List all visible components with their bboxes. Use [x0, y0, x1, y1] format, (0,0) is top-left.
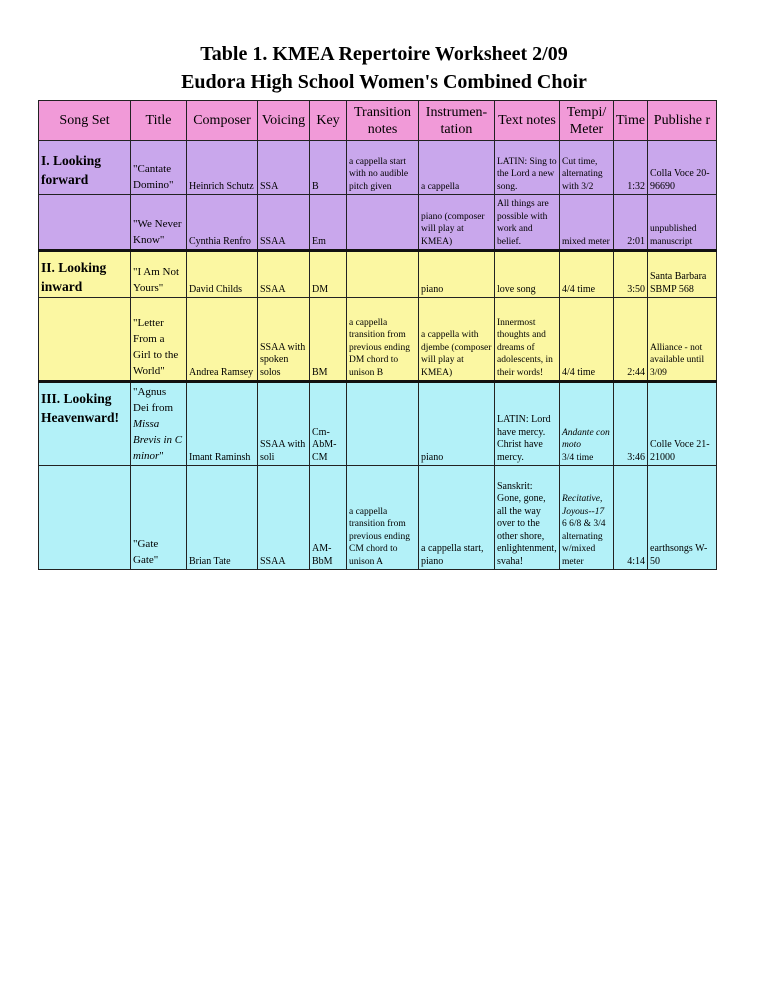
song-key: DM — [310, 251, 347, 298]
song-instrumentation: piano — [419, 382, 495, 466]
song-voicing: SSA — [258, 141, 310, 195]
songset-label: I. Looking forward — [39, 141, 131, 195]
song-publisher: earthsongs W-50 — [648, 466, 717, 570]
song-tempi: 4/4 time — [560, 251, 614, 298]
song-title: "Cantate Domino" — [131, 141, 187, 195]
table-row — [39, 141, 717, 195]
song-tempi-italic: Andante con moto — [562, 427, 610, 450]
song-time: 3:46 — [614, 382, 648, 466]
song-composer: Cynthia Renfro — [187, 195, 258, 251]
song-title — [131, 382, 187, 466]
song-key: Em — [310, 195, 347, 251]
song-key: Cm-AbM-CM — [310, 382, 347, 466]
song-instrumentation: a cappella start, piano — [419, 466, 495, 570]
song-composer: Heinrich Schutz — [187, 141, 258, 195]
song-text-notes: LATIN: Sing to the Lord a new song. — [495, 141, 560, 195]
song-text-notes: Sanskrit: Gone, gone, all the way over to the other shore, enlightenment, svaha! — [495, 466, 560, 570]
song-key: BM — [310, 298, 347, 382]
song-text-notes: love song — [495, 251, 560, 298]
song-voicing: SSAA with soli — [258, 382, 310, 466]
song-text-notes: LATIN: Lord have mercy. Christ have mercy. — [495, 382, 560, 466]
table-row — [39, 298, 717, 382]
song-title: "I Am Not Yours" — [131, 251, 187, 298]
song-transition: a cappella transition from previous ending CM chord to unison A — [347, 466, 419, 570]
table-row — [39, 251, 717, 298]
document-subtitle: Eudora High School Women's Combined Choir — [181, 71, 587, 93]
song-time: 3:50 — [614, 251, 648, 298]
songset-label: III. Looking Heavenward! — [39, 382, 131, 466]
song-text-notes: Innermost thoughts and dreams of adolescents, in their words! — [495, 298, 560, 382]
header-time: Time — [614, 101, 648, 141]
song-text-notes: All things are possible with work and belief. — [495, 195, 560, 251]
song-title-prefix: "Agnus Dei from — [133, 386, 174, 414]
header-voicing: Voicing — [258, 101, 310, 141]
song-publisher: unpublished manuscript — [648, 195, 717, 251]
song-transition: a cappella transition from previous ending DM chord to unison B — [347, 298, 419, 382]
header-transition: Transition notes — [347, 101, 419, 141]
song-publisher: Colla Voce 20-96690 — [648, 141, 717, 195]
song-title: "Letter From a Girl to the World" — [131, 298, 187, 382]
document-title: Table 1. KMEA Repertoire Worksheet 2/09 — [200, 43, 568, 65]
song-tempi — [560, 466, 614, 570]
song-publisher: Alliance - not available until 3/09 — [648, 298, 717, 382]
song-tempi: Cut time, alternating with 3/2 — [560, 141, 614, 195]
document-title-block — [0, 40, 768, 96]
song-tempi: mixed meter — [560, 195, 614, 251]
song-time: 1:32 — [614, 141, 648, 195]
table-row — [39, 382, 717, 466]
songset-empty — [39, 298, 131, 382]
song-instrumentation: piano — [419, 251, 495, 298]
header-instrumentation: Instrumen-tation — [419, 101, 495, 141]
song-title: "We Never Know" — [131, 195, 187, 251]
song-tempi-italic: Recitative, Joyous--17 — [562, 494, 605, 517]
songset-label: II. Looking inward — [39, 251, 131, 298]
song-composer: Brian Tate — [187, 466, 258, 570]
song-title-suffix: " — [159, 450, 164, 462]
song-tempi: 4/4 time — [560, 298, 614, 382]
repertoire-table — [38, 100, 717, 570]
song-composer: Imant Raminsh — [187, 382, 258, 466]
song-transition — [347, 251, 419, 298]
songset-empty — [39, 466, 131, 570]
header-composer: Composer — [187, 101, 258, 141]
song-title: "Gate Gate" — [131, 466, 187, 570]
table-row — [39, 466, 717, 570]
song-voicing: SSAA — [258, 195, 310, 251]
song-time: 4:14 — [614, 466, 648, 570]
song-time: 2:01 — [614, 195, 648, 251]
header-tempi: Tempi/ Meter — [560, 101, 614, 141]
header-publisher: Publishe r — [648, 101, 717, 141]
header-songset: Song Set — [39, 101, 131, 141]
song-composer: David Childs — [187, 251, 258, 298]
song-voicing: SSAA — [258, 251, 310, 298]
song-transition: a cappella start with no audible pitch given — [347, 141, 419, 195]
header-title: Title — [131, 101, 187, 141]
header-key: Key — [310, 101, 347, 141]
song-time: 2:44 — [614, 298, 648, 382]
song-transition — [347, 382, 419, 466]
song-voicing: SSAA — [258, 466, 310, 570]
song-title-italic: Missa Brevis in C minor — [133, 418, 183, 462]
songset-empty — [39, 195, 131, 251]
song-tempi-meter: 6 6/8 & 3/4 alternating w/mixed meter — [562, 519, 606, 567]
song-publisher: Colle Voce 21-21000 — [648, 382, 717, 466]
song-composer: Andrea Ramsey — [187, 298, 258, 382]
song-instrumentation: piano (composer will play at KMEA) — [419, 195, 495, 251]
song-publisher: Santa Barbara SBMP 568 — [648, 251, 717, 298]
song-key: AM-BbM — [310, 466, 347, 570]
table-row — [39, 195, 717, 251]
song-tempi-meter: 3/4 time — [562, 452, 594, 463]
song-key: B — [310, 141, 347, 195]
table-header-row — [39, 101, 717, 141]
song-instrumentation: a cappella with djembe (composer will play at KMEA) — [419, 298, 495, 382]
header-text: Text notes — [495, 101, 560, 141]
song-instrumentation: a cappella — [419, 141, 495, 195]
song-tempi — [560, 382, 614, 466]
song-transition — [347, 195, 419, 251]
song-voicing: SSAA with spoken solos — [258, 298, 310, 382]
